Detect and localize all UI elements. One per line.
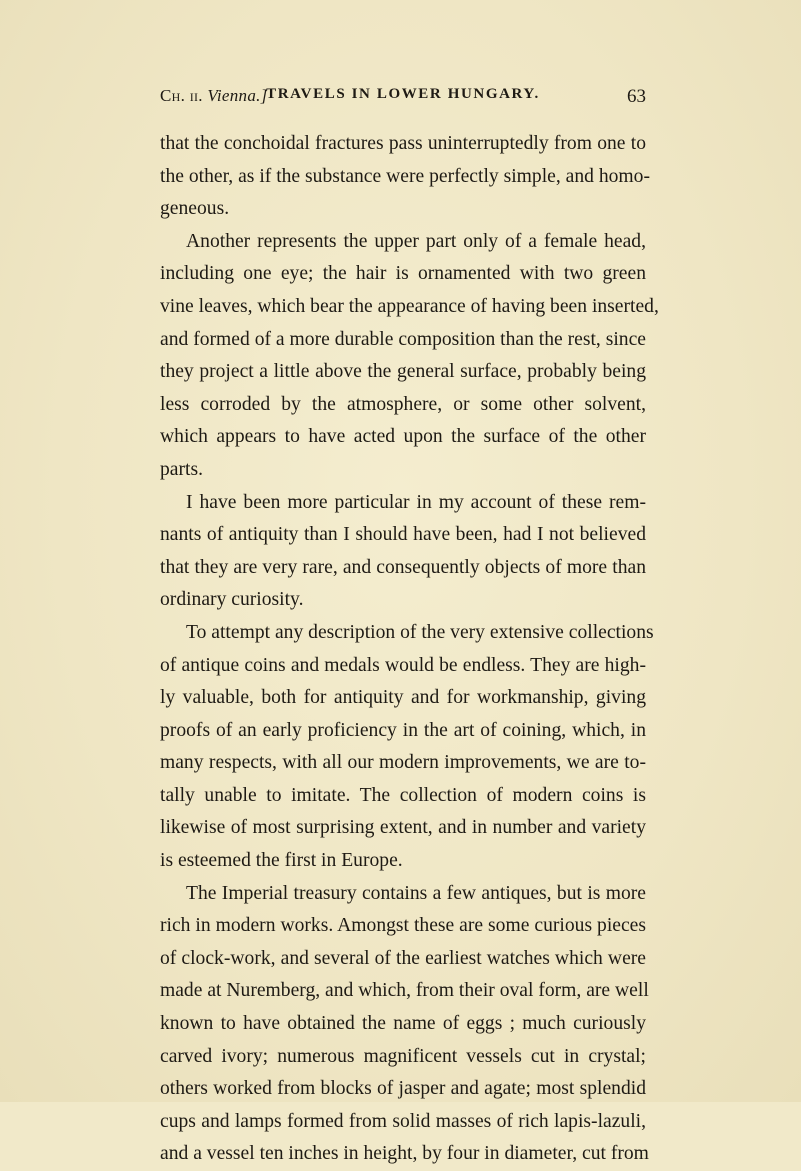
text-line: less corroded by the atmosphere, or some other solvent, bbox=[160, 393, 646, 415]
text-line: and a vessel ten inches in height, by four in diameter, cut from bbox=[160, 1143, 649, 1165]
text-line: vine leaves, which bear the appearance of having been inserted, bbox=[160, 295, 659, 317]
text-line: they project a little above the general surface, probably being bbox=[160, 361, 646, 383]
running-title: TRAVELS IN LOWER HUNGARY. bbox=[266, 86, 540, 102]
text-line: rich in modern works. Amongst these are some curious pieces bbox=[160, 915, 646, 937]
chapter-label: Ch. ii. bbox=[160, 86, 203, 105]
text-line: the other, as if the substance were perfectly simple, and homo- bbox=[160, 165, 650, 187]
text-line: known to have obtained the name of eggs ; much curiously bbox=[160, 1013, 646, 1035]
text-line: is esteemed the first in Europe. bbox=[160, 850, 403, 872]
text-line: nants of antiquity than I should have been, had I not believed bbox=[160, 524, 646, 546]
running-header bbox=[160, 86, 646, 112]
text-line: parts. bbox=[160, 458, 203, 480]
text-line: including one eye; the hair is ornamented with two green bbox=[160, 263, 646, 285]
chapter-reference bbox=[160, 86, 268, 106]
section-label: Vienna.] bbox=[207, 86, 268, 105]
text-line: The Imperial treasury contains a few antiques, but is more bbox=[186, 882, 646, 904]
text-line: cups and lamps formed from solid masses of rich lapis-lazuli, bbox=[160, 1110, 646, 1132]
body-text bbox=[160, 128, 659, 1171]
text-line: carved ivory; numerous magnificent vessels cut in crystal; bbox=[160, 1045, 646, 1067]
text-line: made at Nuremberg, and which, from their oval form, are well bbox=[160, 980, 649, 1002]
text-line: many respects, with all our modern improvements, we are to- bbox=[160, 752, 646, 774]
text-line: which appears to have acted upon the surface of the other bbox=[160, 426, 646, 448]
text-line: Another represents the upper part only of a female head, bbox=[186, 230, 646, 252]
text-line: To attempt any description of the very extensive collections bbox=[186, 621, 654, 643]
text-line: that the conchoidal fractures pass uninterruptedly from one to bbox=[160, 133, 646, 154]
text-line: tally unable to imitate. The collection of modern coins is bbox=[160, 784, 646, 806]
text-line: likewise of most surprising extent, and in number and variety bbox=[160, 817, 646, 839]
page-number: 63 bbox=[627, 86, 646, 107]
text-line: proofs of an early proficiency in the art of coining, which, in bbox=[160, 719, 646, 741]
text-line: that they are very rare, and consequently objects of more than bbox=[160, 556, 646, 578]
text-line: ly valuable, both for antiquity and for workmanship, giving bbox=[160, 687, 646, 709]
text-line: and formed of a more durable composition than the rest, since bbox=[160, 328, 646, 350]
text-line: of clock-work, and several of the earliest watches which were bbox=[160, 947, 646, 969]
text-line: of antique coins and medals would be endless. They are high- bbox=[160, 654, 646, 676]
text-line: I have been more particular in my account of these rem- bbox=[186, 491, 646, 513]
text-line: others worked from blocks of jasper and agate; most splendid bbox=[160, 1078, 646, 1100]
text-line: geneous. bbox=[160, 198, 230, 220]
text-line: ordinary curiosity. bbox=[160, 589, 304, 611]
